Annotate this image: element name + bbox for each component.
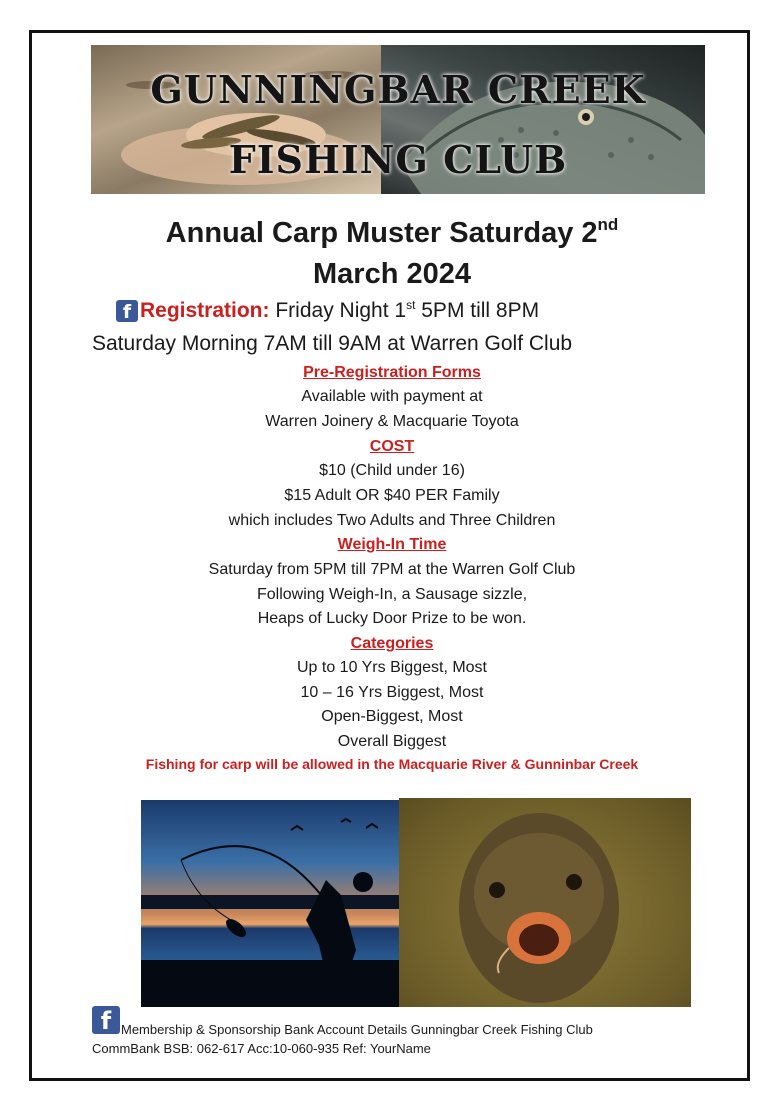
cost-line: $10 (Child under 16) xyxy=(319,462,465,479)
pre-registration-heading: Pre-Registration Forms xyxy=(303,364,481,381)
registration-label: Registration: xyxy=(140,299,270,322)
club-banner xyxy=(91,45,705,194)
category-item: Open-Biggest, Most xyxy=(321,708,463,725)
registration-friday xyxy=(140,298,539,323)
club-title-line2: FISHING CLUB xyxy=(228,137,568,182)
facebook-icon[interactable]: f xyxy=(92,1006,120,1034)
event-date: March 2024 xyxy=(313,258,471,290)
weigh-in-line: Saturday from 5PM till 7PM at the Warren Golf Club xyxy=(208,561,576,578)
category-item: Up to 10 Yrs Biggest, Most xyxy=(296,659,487,676)
cost-line: which includes Two Adults and Three Children xyxy=(228,512,556,529)
carp-photo xyxy=(399,798,691,1007)
carp-illustration xyxy=(399,798,691,1007)
cost-heading: COST xyxy=(369,438,415,455)
categories-heading: Categories xyxy=(350,635,434,652)
event-headline-text: Annual Carp Muster Saturday 2 xyxy=(165,217,598,249)
category-item: Overall Biggest xyxy=(337,733,447,750)
bank-details-heading: Membership & Sponsorship Bank Account Details Gunningbar Creek Fishing Club xyxy=(121,1022,593,1037)
registration-friday-time: 5PM till 8PM xyxy=(415,299,540,322)
angler-sunset-image xyxy=(141,800,399,1007)
cost-line: $15 Adult OR $40 PER Family xyxy=(284,487,500,504)
pre-registration-line: Available with payment at xyxy=(301,388,483,405)
registration-friday-text: Friday Night 1 xyxy=(269,299,407,322)
bank-account-details: CommBank BSB: 062-617 Acc:10-060-935 Ref: YourName xyxy=(92,1041,431,1056)
fishing-notice: Fishing for carp will be allowed in the Macquarie River & Gunninbar Creek xyxy=(145,756,639,772)
registration-friday-ordinal: st xyxy=(406,298,416,312)
weigh-in-heading: Weigh-In Time xyxy=(337,536,447,553)
event-headline xyxy=(120,215,664,250)
weigh-in-line: Heaps of Lucky Door Prize to be won. xyxy=(257,610,527,627)
pre-registration-line: Warren Joinery & Macquarie Toyota xyxy=(265,413,519,430)
registration-saturday: Saturday Morning 7AM till 9AM at Warren Golf Club xyxy=(92,332,573,355)
angler-silhouette-illustration xyxy=(141,800,399,1007)
club-title-line1: GUNNINGBAR CREEK xyxy=(150,67,646,112)
facebook-icon[interactable]: f xyxy=(116,300,138,322)
event-headline-ordinal: nd xyxy=(597,215,619,234)
category-item: 10 – 16 Yrs Biggest, Most xyxy=(300,684,484,701)
weigh-in-line: Following Weigh-In, a Sausage sizzle, xyxy=(256,586,528,603)
